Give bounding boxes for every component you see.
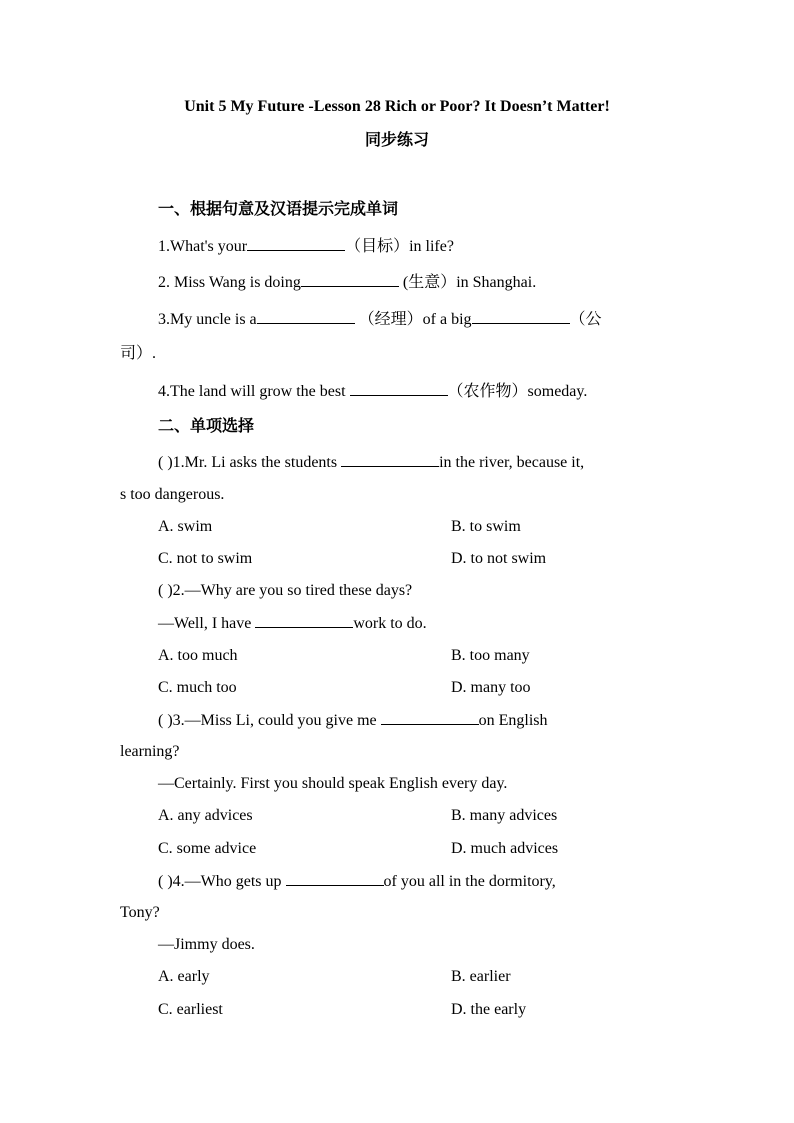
s2-q2-blank[interactable] [255, 613, 353, 628]
s1-q1-text-pre: 1.What's your [158, 238, 248, 255]
s1-question-2 [158, 272, 536, 293]
s2-q2-option-b[interactable]: B. too many [451, 647, 530, 664]
s2-q2-option-a[interactable]: A. too much [158, 647, 238, 664]
s2-q1-option-d[interactable]: D. to not swim [451, 550, 547, 567]
s2-q1-continuation: s too dangerous. [120, 486, 225, 503]
s1-q3-blank-1[interactable] [257, 309, 355, 324]
s1-q3-continuation: 司）. [120, 345, 157, 362]
s1-question-1 [158, 236, 454, 257]
s2-q4-option-d[interactable]: D. the early [451, 1001, 527, 1018]
s2-q1-after: in the river, because it, [439, 454, 585, 471]
s2-q3-option-c[interactable]: C. some advice [158, 840, 257, 857]
s2-q2-reply [158, 613, 427, 634]
s1-q3-text-mid: （经理）of a big [354, 311, 472, 328]
s2-q1-option-c[interactable]: C. not to swim [158, 550, 253, 567]
s1-q3-text-pre: 3.My uncle is a [158, 311, 257, 328]
s2-q3-blank[interactable] [381, 710, 479, 725]
s2-q4-option-c[interactable]: C. earliest [158, 1001, 223, 1018]
s2-question-1 [158, 452, 584, 473]
s2-q1-blank[interactable] [341, 452, 439, 467]
s2-q4-reply: —Jimmy does. [158, 936, 255, 953]
s1-q4-text-pre: 4.The land will grow the best [158, 383, 350, 400]
s2-q4-option-b[interactable]: B. earlier [451, 968, 511, 985]
s1-q4-text-post: （农作物）someday. [447, 383, 588, 400]
s2-q4-option-a[interactable]: A. early [158, 968, 210, 985]
s2-q3-option-a[interactable]: A. any advices [158, 807, 253, 824]
s2-q4-after: of you all in the dormitory, [383, 873, 556, 890]
s2-q4-continuation: Tony? [120, 904, 160, 921]
s2-q4-blank[interactable] [286, 871, 384, 886]
page-subtitle: 同步练习 [364, 132, 429, 149]
s1-q2-blank[interactable] [301, 272, 399, 287]
section1-heading: 一、根据句意及汉语提示完成单词 [158, 201, 399, 218]
s2-q3-reply: —Certainly. First you should speak English every day. [158, 775, 508, 792]
s2-question-4 [158, 871, 556, 892]
s2-q3-after: on English [478, 712, 548, 729]
s2-q3-option-b[interactable]: B. many advices [451, 807, 558, 824]
s1-q3-blank-2[interactable] [472, 309, 570, 324]
s2-q1-option-b[interactable]: B. to swim [451, 518, 521, 535]
s2-q3-option-d[interactable]: D. much advices [451, 840, 559, 857]
page-title: Unit 5 My Future -Lesson 28 Rich or Poor? It Doesn’t Matter! [184, 98, 610, 115]
s1-question-3 [158, 309, 602, 330]
s1-q2-text-post: (生意）in Shanghai. [398, 274, 537, 291]
s2-question-2: ( )2.—Why are you so tired these days? [158, 582, 413, 599]
s2-q2-reply-post: work to do. [353, 615, 427, 632]
s1-q2-text-pre: 2. Miss Wang is doing [158, 274, 301, 291]
s2-q3-lead: ( )3.—Miss Li, could you give me [158, 712, 381, 729]
s1-q1-blank[interactable] [247, 236, 345, 251]
section2-heading: 二、单项选择 [158, 418, 255, 435]
s1-question-4 [158, 381, 587, 402]
s2-q2-option-d[interactable]: D. many too [451, 679, 531, 696]
s2-question-3 [158, 710, 548, 731]
s2-q3-continuation: learning? [120, 743, 180, 760]
s2-q4-lead: ( )4.—Who gets up [158, 873, 286, 890]
s2-q1-lead: ( )1.Mr. Li asks the students [158, 454, 342, 471]
s2-q1-option-a[interactable]: A. swim [158, 518, 213, 535]
s1-q3-text-post: （公 [569, 311, 602, 328]
s1-q4-blank[interactable] [350, 381, 448, 396]
s2-q2-reply-pre: —Well, I have [158, 615, 256, 632]
s1-q1-text-post: （目标）in life? [345, 238, 454, 255]
s2-q2-option-c[interactable]: C. much too [158, 679, 237, 696]
